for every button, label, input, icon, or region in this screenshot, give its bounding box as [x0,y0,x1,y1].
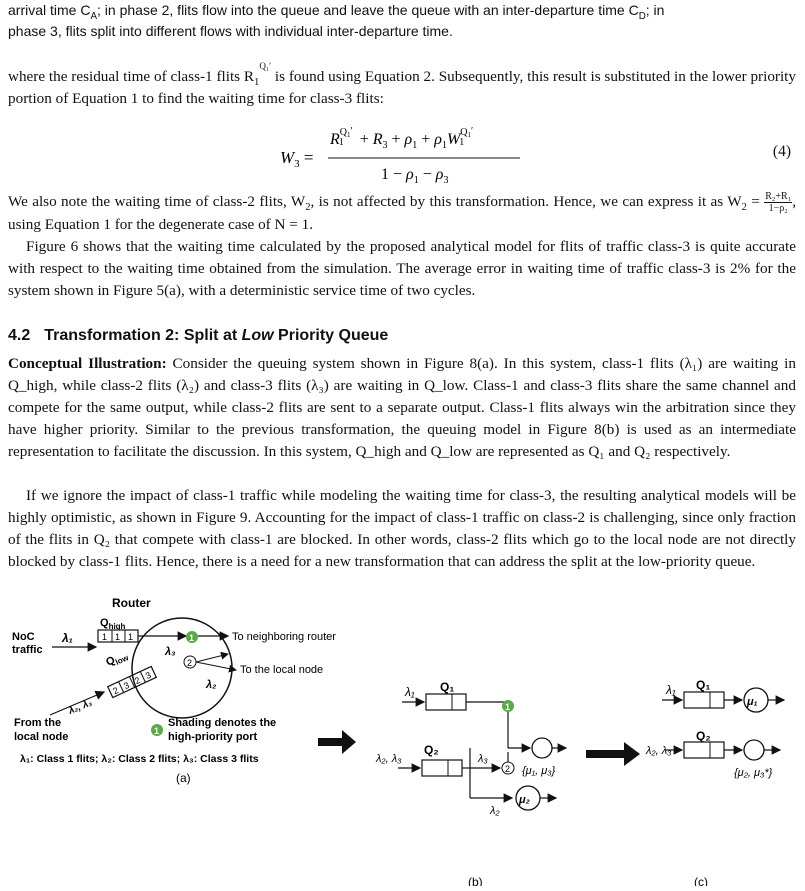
lambda1-label: λ₁ [62,631,73,645]
paragraph-text: , using Equation 1 for the degenerate case of N = 1. [8,193,796,234]
server-mu13 [532,738,552,758]
paragraph-text: Consider the queuing system shown in Figure 8(a). In this system, class-1 flits (λ₁) are waiting in Q_high, while class-2 flits (λ₂) and class-3 flits (λ₃) are waiting in Q_low. Class-1 and class-3 flits share the same channel and compete for the same output, while class-2 flits are sent to a separate output. Class-1 flits always win the arbitration since they have higher priority. Similar to the previous transformation, the queuing model in Figure 8(b) is used as an intermediate representation to facilitate the discussion. In this system, Q_high and Q_low are represented as Q₁ and Q₂ respectively. [8,355,796,460]
port-number: 2 [505,764,511,774]
q1-label: Q₁ [696,678,711,692]
lambda2-label: λ₂ [206,679,217,691]
paragraph-text: We also note the waiting time of class-2 flits, W [8,193,306,210]
section-number: 4.2 [8,327,31,344]
flit-label: 3 [122,680,131,692]
paragraph-conceptual-illustration [8,353,796,463]
caption-text: arrival time C [8,2,91,18]
mu13-label: {μ₁, μ₃} [522,765,556,777]
traffic-label: traffic [12,644,43,656]
section-title-emphasis: Low [241,327,274,344]
to-neighbor-label: To neighboring router [232,631,336,643]
from-the-label: From the [14,717,62,729]
q1-queue [426,694,466,710]
lambda23-label: λ₂, λ₃ [67,697,94,717]
mu2-label: μ₂ [519,794,530,806]
paragraph-text: , is not affected by this transformation. Hence, we can express it as W [310,193,742,210]
q2-label: Q₂ [696,729,711,743]
port-number: 1 [154,726,160,736]
panel-a-label: (a) [176,771,191,785]
panel-c [645,678,784,886]
panel-b [375,680,566,886]
paragraph-residual-time: where the residual time of class-1 flits $R_1^{Q_1'}$ is found using Equation 2. Subsequently, this result is substituted in the lower priority portion of Equation 1 to find the waiting time for class-3 flits: [8,61,796,107]
figure-8 [0,590,805,886]
lambda1-label: λ₁ [666,683,676,697]
flit-label: 2 [133,674,142,687]
port-number: 1 [505,702,511,712]
lambda1-label: λ₁ [405,685,415,699]
figure-8-diagram [0,590,805,886]
paragraph-text: is found using Equation 2. Subsequently, this result is substituted in the lower priority portion of Equation 1 to find the waiting time for class-3 flits: [8,68,796,107]
inline-fraction-numerator: R₂+R₁ [765,191,792,203]
paragraph-lead: Conceptual Illustration: [8,355,167,372]
paragraph-class1-impact: If we ignore the impact of class-1 traffic while modeling the waiting time for class-3, the resulting analytical models will be highly optimistic, as shown in Figure 9. Accounting for the impact of class-1 traffic on class-2 is challenging, since only fraction of the flits in Q₂ that compete with class-1 are blocked. In other words, class-2 flits which go to the local node are not directly blocked by class-1 flits. Hence, there is a need for a new transformation that can address the split at the low-priority queue. [8,487,796,570]
mu23-label: {μ₂, μ₃*} [734,767,773,779]
lambda2-label: λ₂ [490,805,500,817]
flit-label: 3 [143,669,153,682]
figure-caption-continuation [8,0,796,42]
q2-queue [422,760,462,776]
class-legend: λ₁: Class 1 flits; λ₂: Class 2 flits; λ₃: Class 3 flits [20,753,259,765]
flit-label: 1 [115,632,121,642]
lambda3-label: λ₃ [165,646,176,658]
port-number: 1 [189,633,195,643]
panel-b-label: (b) [468,875,483,886]
paragraph-figure6: Figure 6 shows that the waiting time calculated by the proposed analytical model for flits of traffic class-3 is quite accurate with respect to the waiting time obtained from the simulation. The average error in waiting time of traffic class-3 is 2% for the system shown in Figure 5(a), with a deterministic service time of two cycles. [8,238,796,299]
shading-label: high-priority port [168,731,258,743]
router-label: Router [112,596,151,610]
transform-arrow-1 [318,730,356,754]
q1-label: Q₁ [440,680,455,694]
caption-text: ; in phase 2, flits flow into the queue and leave the queue with an inter-departure time C [97,2,639,18]
qlow-label: $Q_{low}$ [104,653,130,669]
port-number: 2 [187,658,193,668]
lambda23-label: λ₂, λ₃ [376,753,402,765]
flit-label: 1 [102,632,108,642]
equation-denominator: $1 - \rho_1 - \rho_3$ [381,166,449,185]
noc-label: NoC [12,631,35,643]
caption-text: phase 3, flits split into different flows with individual inter-departure time. [8,23,453,39]
section-title: Transformation 2: Split at [44,327,242,344]
panel-a [12,596,336,785]
inline-fraction-denominator: 1−ρ₂ [768,203,788,215]
server-mu23 [744,740,764,760]
q2-queue [684,742,724,758]
equation-4 [0,117,805,185]
q2-label: Q₂ [424,743,439,757]
shading-label: Shading denotes the [168,717,277,729]
section-title: Priority Queue [273,327,389,344]
caption-text: ; in [645,2,665,18]
equation-number: (4) [772,143,791,160]
q1-queue [684,692,724,708]
to-local-label: To the local node [240,664,324,676]
mu1-label: μ₁ [747,696,758,708]
paragraph-text: = [746,193,765,210]
equation-4-render [0,117,805,185]
panel-c-label: (c) [694,875,708,886]
paragraph-class2-waiting: We also note the waiting time of class-2 flits, $W_2$, is not affected by this transformation. Hence, we can express it as $W_2$ = $\frac{\text{R₂+R₁}}{\text{1−ρ₂}}$ , using Equation 1 for the degenerate case of N = 1. [8,191,796,234]
qhigh-label: $Q_{high}$ [100,617,126,631]
caption-sub: D [638,10,646,22]
equation-lhs: $W_3$ = [280,148,314,170]
flit-label: 1 [128,632,134,642]
paragraph-text: where the residual time of class-1 flits R [8,68,255,85]
transform-arrow-2 [586,742,640,766]
lambda23-label: λ₂, λ₃ [646,745,672,757]
flit-label: 2 [111,685,121,697]
caption-sub: A [90,10,98,22]
equation-numerator: $R^Q1'$ $1 + R_3 + \rho_1 + \rho_1W^Q1'$ 1 [330,126,474,151]
lambda3-label: λ₃ [478,753,488,765]
section-heading [8,327,388,345]
local-node-label: local node [14,731,69,743]
